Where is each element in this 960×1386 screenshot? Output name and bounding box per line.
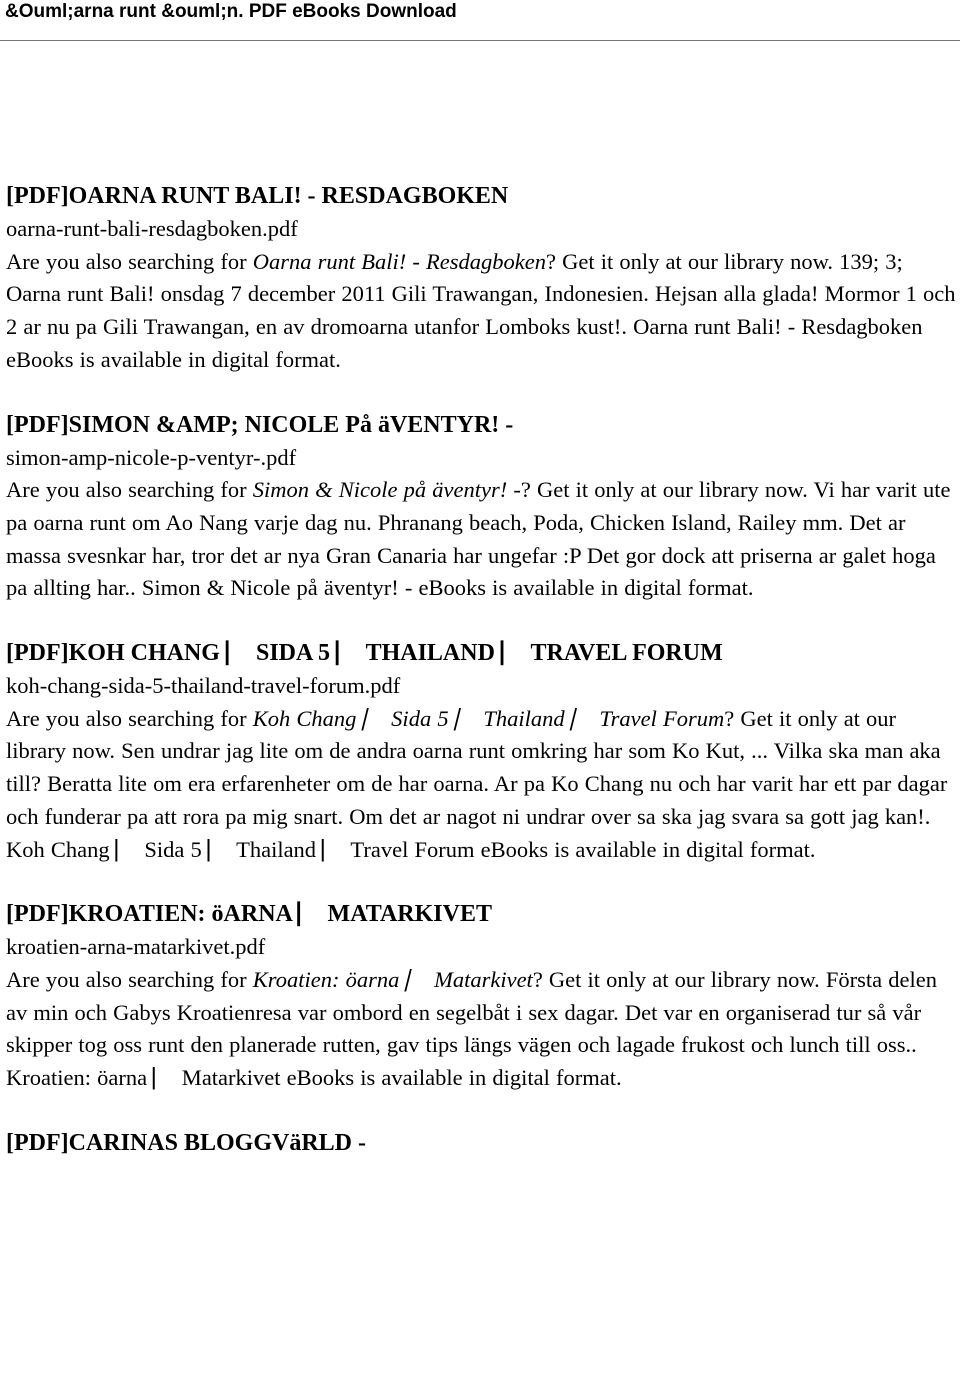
description-text: Sen undrar jag lite om de andra oarna runt omkring har som Ko Kut, ... Vilka ska man aka till? Beratta lite om era erfarenheter om de har oarna. Ar pa Ko Chang nu och har varit har ett par dagar och funderar pa att rora pa mig snart. Om det ar nagot ni undrar over sa ska jag svara sa gott jag kan!. Koh Chang ⎸ Sida 5 ⎸ Thailand ⎸ Travel Forum eBooks is available in digital format. (6, 738, 948, 862)
result-filename: oarna-runt-bali-resdagboken.pdf (6, 216, 298, 241)
page-title: &Ouml;arna runt &ouml;n. PDF eBooks Download (5, 1, 457, 22)
result-entry (6, 1127, 956, 1160)
result-title[interactable]: [PDF]KROATIEN: öARNA ⎸ MATARKIVET (6, 901, 492, 928)
result-description (6, 703, 956, 867)
search-title: Simon & Nicole på äventyr! - (252, 477, 521, 503)
search-title: Kroatien: öarna ⎸ Matarkivet (252, 966, 533, 992)
search-prefix: Are you also searching for (6, 966, 253, 992)
result-filename: simon-amp-nicole-p-ventyr-.pdf (6, 444, 297, 470)
result-description (6, 474, 956, 605)
search-suffix: ? Get it only at our library now. (520, 477, 808, 503)
search-prefix: Are you also searching for (6, 705, 253, 731)
result-filename: kroatien-arna-matarkivet.pdf (6, 934, 266, 960)
result-title[interactable]: [PDF]OARNA RUNT BALI! - RESDAGBOKEN (6, 183, 509, 209)
result-description (6, 246, 956, 377)
result-list (6, 180, 956, 1160)
description-text: 139; 3; Oarna runt Bali! onsdag 7 december 2011 Gili Trawangan, Indonesien. Hejsan alla glada! Mormor 1 och 2 ar nu pa Gili Trawangan, en av dromoarna utanfor Lomboks kust!. Oarna runt Bali! - Resdagboken eBooks is available in digital format. (6, 248, 956, 372)
result-filename: koh-chang-sida-5-thailand-travel-forum.pdf (6, 673, 401, 699)
search-suffix: ? Get it only at our library now. (546, 248, 833, 274)
search-suffix: ? Get it only at our library now. (6, 705, 897, 764)
result-entry (6, 409, 956, 606)
search-title: Koh Chang ⎸ Sida 5 ⎸ Thailand ⎸ Travel Forum (252, 705, 725, 731)
result-title[interactable]: [PDF]CARINAS BLOGGVäRLD - (6, 1129, 366, 1156)
search-suffix: ? Get it only at our library now. (532, 966, 820, 992)
description-text: Vi har varit ute pa oarna runt om Ao Nang varje dag nu. Phranang beach, Poda, Chicken Island, Railey mm. Det ar massa svesnkar har, tror det ar nya Gran Canaria har ungefar :P Det gor dock att priserna ar galet hoga pa allting har.. Simon & Nicole på äventyr! - eBooks is available in digital format. (6, 477, 951, 601)
result-title[interactable]: [PDF]SIMON &AMP; NICOLE På äVENTYR! - (6, 411, 514, 438)
result-description (6, 964, 956, 1095)
header-divider (0, 40, 960, 41)
search-prefix: Are you also searching for (6, 477, 253, 503)
result-title[interactable]: [PDF]KOH CHANG ⎸ SIDA 5 ⎸ THAILAND ⎸ TRAVEL FORUM (6, 640, 723, 667)
description-text: Första delen av min och Gabys Kroatienresa var ombord en segelbåt i sex dagar. Det var en organiserad tur så vår skipper tog oss runt den planerade rutten, gav tips längs vägen och lagade frukost och lunch till oss.. Kroatien: öarna ⎸ Matarkivet eBooks is available in digital format. (6, 966, 938, 1091)
result-entry (6, 898, 956, 1095)
search-title: Oarna runt Bali! - Resdagboken (252, 248, 547, 274)
result-entry (6, 180, 956, 377)
result-entry (6, 637, 956, 866)
search-prefix: Are you also searching for (6, 248, 253, 274)
